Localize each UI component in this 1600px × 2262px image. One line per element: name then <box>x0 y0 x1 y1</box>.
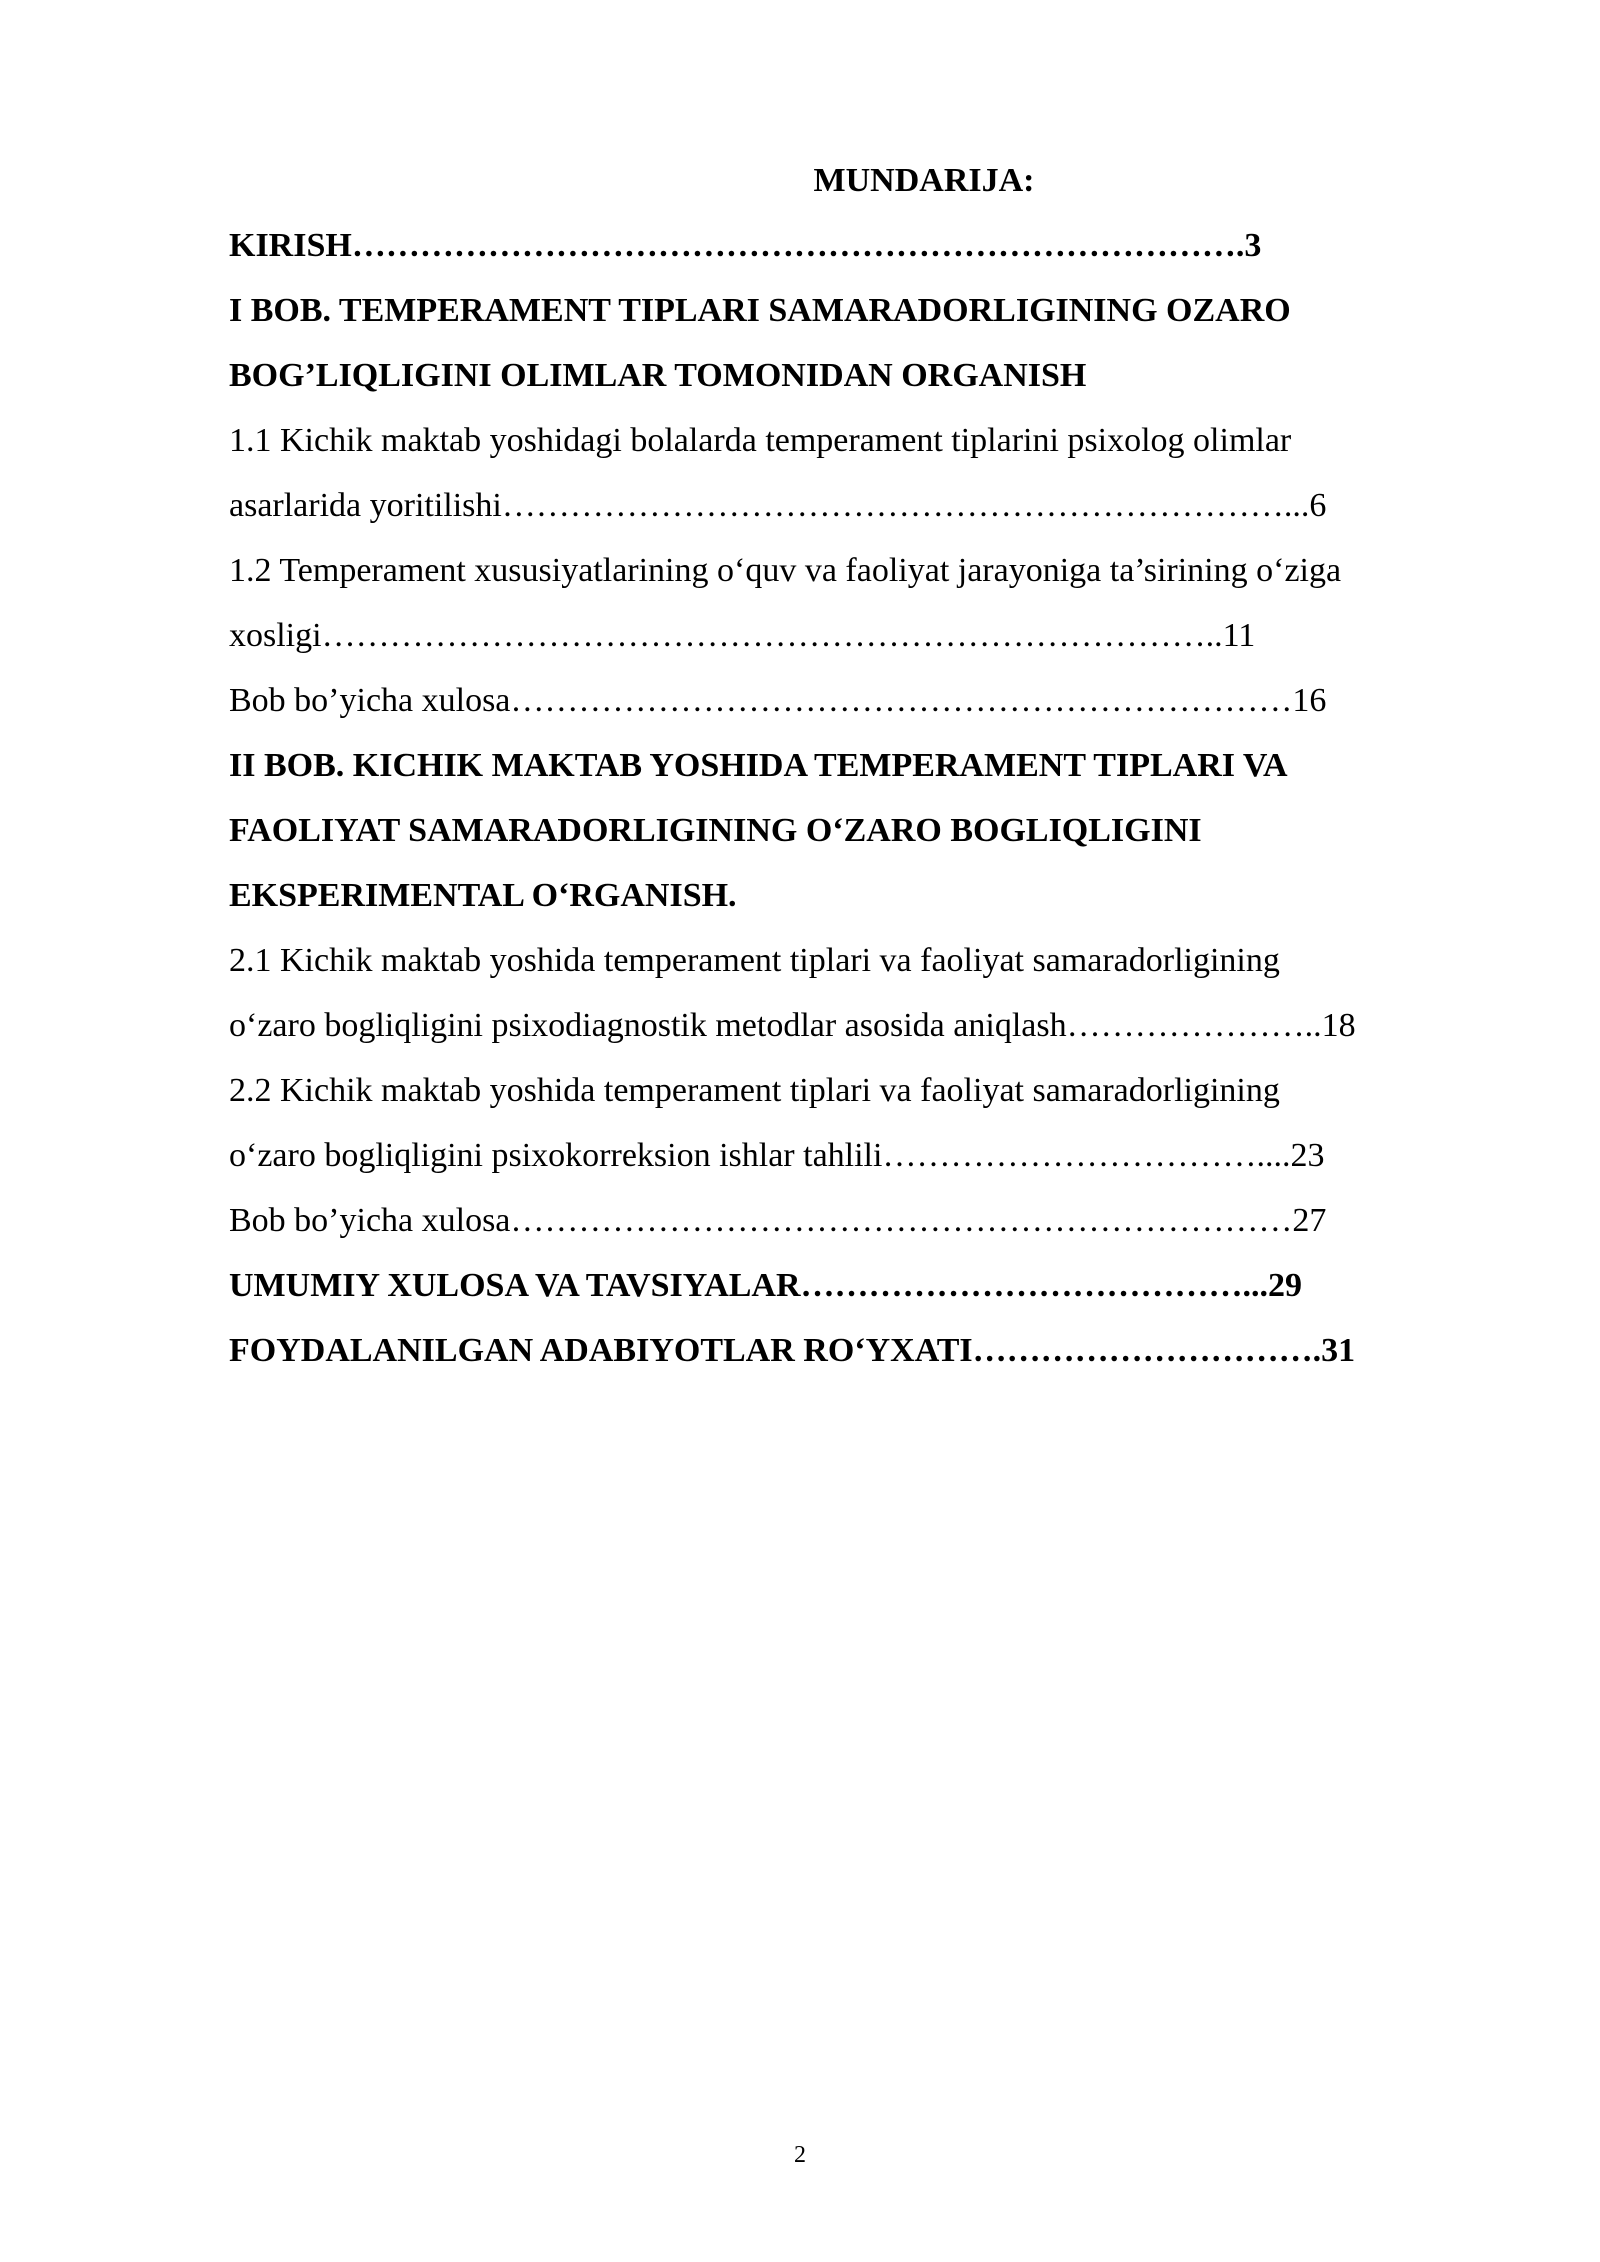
toc-line: o‘zaro bogliqligini psixokorreksion ishlar tahlili……………………………....23 <box>229 1137 1325 1174</box>
toc-line: 2.2 Kichik maktab yoshida temperament tiplari va faoliyat samaradorligining <box>229 1072 1280 1109</box>
toc-line: EKSPERIMENTAL O‘RGANISH. <box>229 877 737 914</box>
toc-line: o‘zaro bogliqligini psixodiagnostik metodlar asosida aniqlash…………………..18 <box>229 1007 1356 1044</box>
toc-lines <box>229 213 1489 1383</box>
toc-line: xosligi……………………………………………………………………..11 <box>229 617 1256 654</box>
toc-line: 1.1 Kichik maktab yoshidagi bolalarda temperament tiplarini psixolog olimlar <box>229 422 1292 459</box>
toc-line: KIRISH…………………………………………………………………….3 <box>229 227 1262 264</box>
toc-line: 2.1 Kichik maktab yoshida temperament tiplari va faoliyat samaradorligining <box>229 942 1280 979</box>
toc-line: FOYDALANILGAN ADABIYOTLAR RO‘YXATI………………………….31 <box>229 1332 1356 1369</box>
page-number: 2 <box>794 2142 806 2168</box>
toc-line: FAOLIYAT SAMARADORLIGINING O‘ZARO BOGLIQLIGINI <box>229 812 1202 849</box>
table-of-contents <box>229 148 1489 1383</box>
toc-line: 1.2 Temperament xususiyatlarining o‘quv va faoliyat jarayoniga ta’sirining o‘ziga <box>229 552 1342 589</box>
toc-line: Bob bo’yicha xulosa……………………………………………………………16 <box>229 682 1327 719</box>
toc-title: MUNDARIJA: <box>813 162 1035 199</box>
toc-line: asarlarida yoritilishi……………………………………………………………...6 <box>229 487 1327 524</box>
toc-line: Bob bo’yicha xulosa……………………………………………………………27 <box>229 1202 1327 1239</box>
toc-line: I BOB. TEMPERAMENT TIPLARI SAMARADORLIGINING OZARO <box>229 292 1291 329</box>
toc-line: II BOB. KICHIK MAKTAB YOSHIDA TEMPERAMENT TIPLARI VA <box>229 747 1288 784</box>
toc-line: BOG’LIQLIGINI OLIMLAR TOMONIDAN ORGANISH <box>229 357 1087 394</box>
toc-line: UMUMIY XULOSA VA TAVSIYALAR…………………………………...29 <box>229 1267 1303 1304</box>
